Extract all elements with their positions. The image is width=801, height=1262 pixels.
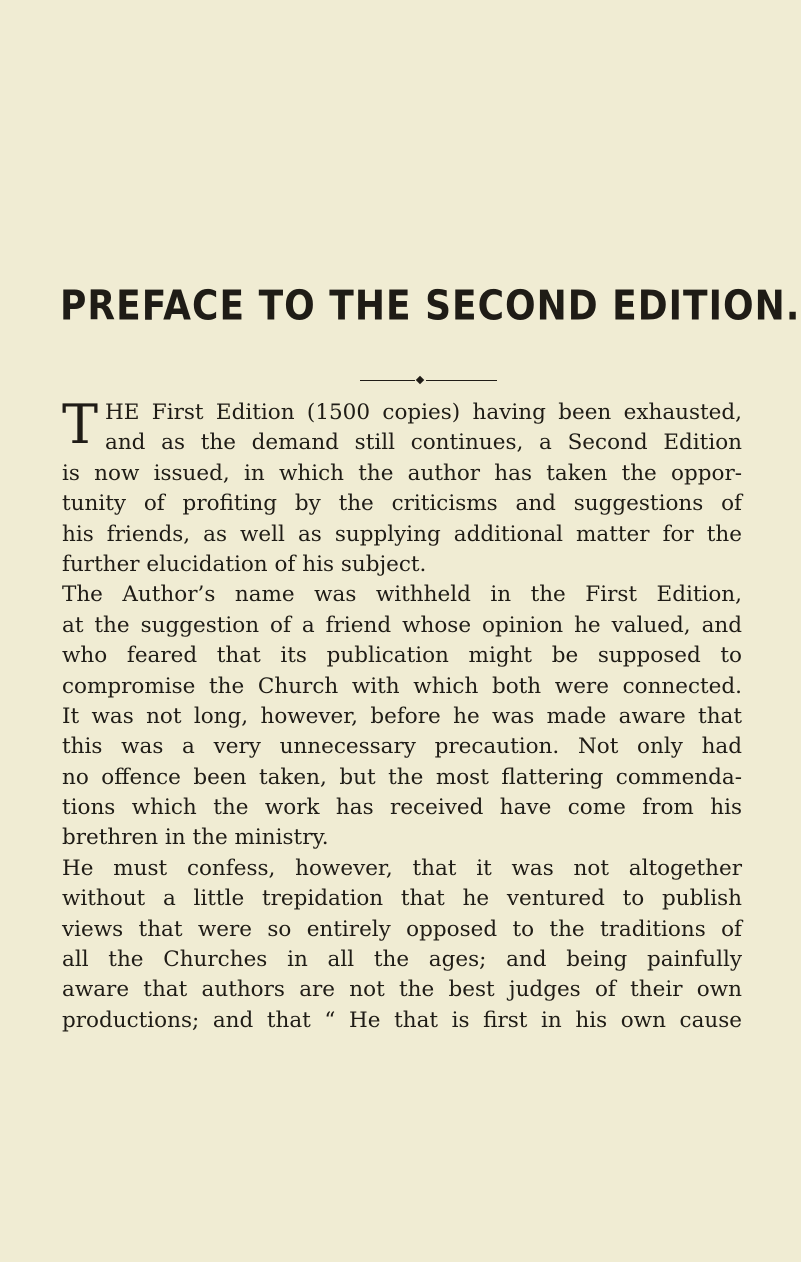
text-line: compromise the Church with which both were connected. (62, 673, 742, 699)
paragraph-2 (62, 580, 742, 854)
paragraph-3 (62, 854, 742, 1036)
text-line: all the Churches in all the ages; and being painfully (62, 947, 742, 973)
text-line: HE First Edition (1500 copies) having been exhausted, (105, 400, 742, 425)
ornament-rule-left (360, 380, 415, 381)
preface-body (62, 393, 742, 1036)
title-ornament (360, 376, 497, 386)
text-line: and as the demand still continues, a Second Edition (105, 430, 742, 456)
text-line: this was a very unnecessary precaution. Not only had (62, 734, 742, 760)
paragraph-1 (62, 393, 742, 580)
drop-cap: T (62, 393, 99, 456)
text-line: It was not long, however, before he was made aware that (62, 703, 742, 729)
text-line: who feared that its publication might be supposed to (62, 643, 742, 669)
text-line: his friends, as well as supplying additional matter for the (62, 521, 742, 547)
text-line: no offence been taken, but the most flattering commenda- (62, 764, 742, 790)
text-line: productions; and that “ He that is first in his own cause (62, 1007, 742, 1033)
text-line: without a little trepidation that he ventured to publish (62, 886, 742, 912)
text-line: further elucidation of his subject. (62, 551, 427, 577)
text-line: is now issued, in which the author has taken the oppor- (62, 460, 742, 486)
page-title: PREFACE TO THE SECOND EDITION. (60, 282, 801, 330)
ornament-rule-right (426, 380, 497, 381)
text-line: views that were so entirely opposed to the traditions of (62, 916, 742, 942)
text-line: brethren in the ministry. (62, 825, 329, 851)
text-line: tions which the work has received have come from his (62, 795, 742, 821)
text-line: tunity of profiting by the criticisms and suggestions of (62, 491, 742, 517)
text-line: He must confess, however, that it was not altogether (62, 855, 742, 881)
text-line: The Author’s name was withheld in the First Edition, (62, 582, 742, 608)
ornament-diamond-icon (416, 376, 424, 384)
text-line: at the suggestion of a friend whose opinion he valued, and (62, 612, 742, 638)
text-line: aware that authors are not the best judges of their own (62, 977, 742, 1003)
